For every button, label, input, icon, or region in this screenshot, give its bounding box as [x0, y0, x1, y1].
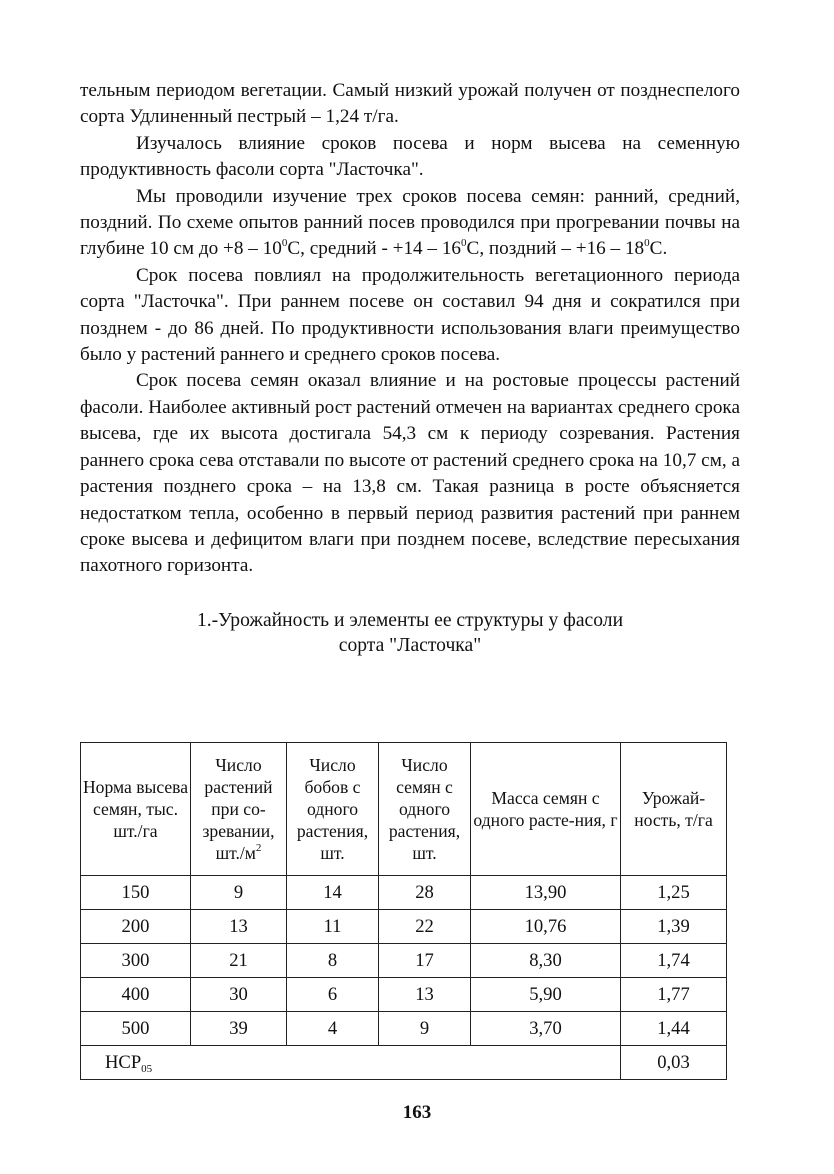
paragraph-2: Изучалось влияние сроков посева и норм высева на семенную продуктивность фасоли сорта "Ласточка". [80, 132, 740, 181]
cell-seeds: 9 [379, 1012, 471, 1046]
cell-plants: 30 [191, 978, 287, 1012]
page-number: 163 [402, 1102, 432, 1123]
cell-yield: 1,77 [621, 978, 727, 1012]
cell-yield: 1,25 [621, 876, 727, 910]
hsr-label: $НСР_{05}$ [81, 1046, 621, 1080]
cell-seeds: 22 [379, 910, 471, 944]
header-plants-count: Число растений при со-зревании, $шт./м^2$ [191, 743, 287, 876]
cell-rate: 200 [81, 910, 191, 944]
header-yield: Урожай-ность, т/га [621, 743, 727, 876]
cell-seeds: 28 [379, 876, 471, 910]
cell-mass: 8,30 [471, 944, 621, 978]
cell-yield: 1,74 [621, 944, 727, 978]
table-row [81, 944, 727, 978]
cell-plants: 13 [191, 910, 287, 944]
table-row [81, 1012, 727, 1046]
header-pods-count: Число бобов с одного растения, шт. [287, 743, 379, 876]
cell-rate: 150 [81, 876, 191, 910]
cell-mass: 3,70 [471, 1012, 621, 1046]
cell-mass: 5,90 [471, 978, 621, 1012]
table-row [81, 876, 727, 910]
cell-pods: 14 [287, 876, 379, 910]
text-block [80, 78, 740, 658]
cell-pods: 4 [287, 1012, 379, 1046]
cell-pods: 11 [287, 910, 379, 944]
cell-rate: 300 [81, 944, 191, 978]
cell-plants: 21 [191, 944, 287, 978]
cell-plants: 9 [191, 876, 287, 910]
header-seed-mass: Масса семян с одного расте-ния, г [471, 743, 621, 876]
paragraph-5: Срок посева семян оказал влияние и на ростовые процессы растений фасоли. Наиболее активный рост растений отмечен на вариантах среднего срока высева, где их высота достигала 54,3 см к периоду созревания. Растения раннего срока сева отставали по высоте от растений среднего срока на 10,7 см, а растения позднего срока – на 13,8 см. Такая разница в росте объясняется недостатком тепла, особенно в первый период развития растений при раннем сроке высева и дефицитом влаги при позднем посеве, вследствие пересыхания пахотного горизонта. [80, 370, 740, 577]
cell-pods: 6 [287, 978, 379, 1012]
table-header-row [81, 743, 727, 876]
cell-seeds: 17 [379, 944, 471, 978]
cell-rate: 500 [81, 1012, 191, 1046]
paragraph-4: Срок посева повлиял на продолжительность вегетационного периода сорта "Ласточка". При раннем посеве он составил 94 дня и сократился при позднем - до 86 дней. По продуктивности использования влаги преимущество было у растений раннего и среднего сроков посева. [80, 264, 740, 366]
cell-mass: 13,90 [471, 876, 621, 910]
paragraph-3: Мы проводили изучение трех сроков посева семян: ранний, средний, поздний. По схеме опытов ранний посев проводился при прогревании почвы на глубине 10 см до $+8 - 10^0С$, средний - $+14 - 16^0С$, поздний – $+16 - 18^0С$. [80, 185, 740, 260]
cell-seeds: 13 [379, 978, 471, 1012]
cell-mass: 10,76 [471, 910, 621, 944]
header-seeds-count: Число семян с одного растения, шт. [379, 743, 471, 876]
cell-plants: 39 [191, 1012, 287, 1046]
header-seeding-rate: Норма высева семян, тыс. шт./га [81, 743, 191, 876]
table-row [81, 910, 727, 944]
cell-yield: 1,39 [621, 910, 727, 944]
table-caption: 1.-Урожайность и элементы ее структуры у фасоли сорта "Ласточка" [196, 609, 624, 656]
cell-rate: 400 [81, 978, 191, 1012]
table-row-hsr [81, 1046, 727, 1080]
hsr-value: 0,03 [621, 1046, 727, 1080]
yield-table [80, 742, 727, 1080]
table-row [81, 978, 727, 1012]
paragraph-1: тельным периодом вегетации. Самый низкий урожай получен от позднеспелого сорта Удлиненный пестрый – 1,24 т/га. [80, 80, 740, 128]
cell-yield: 1,44 [621, 1012, 727, 1046]
cell-pods: 8 [287, 944, 379, 978]
